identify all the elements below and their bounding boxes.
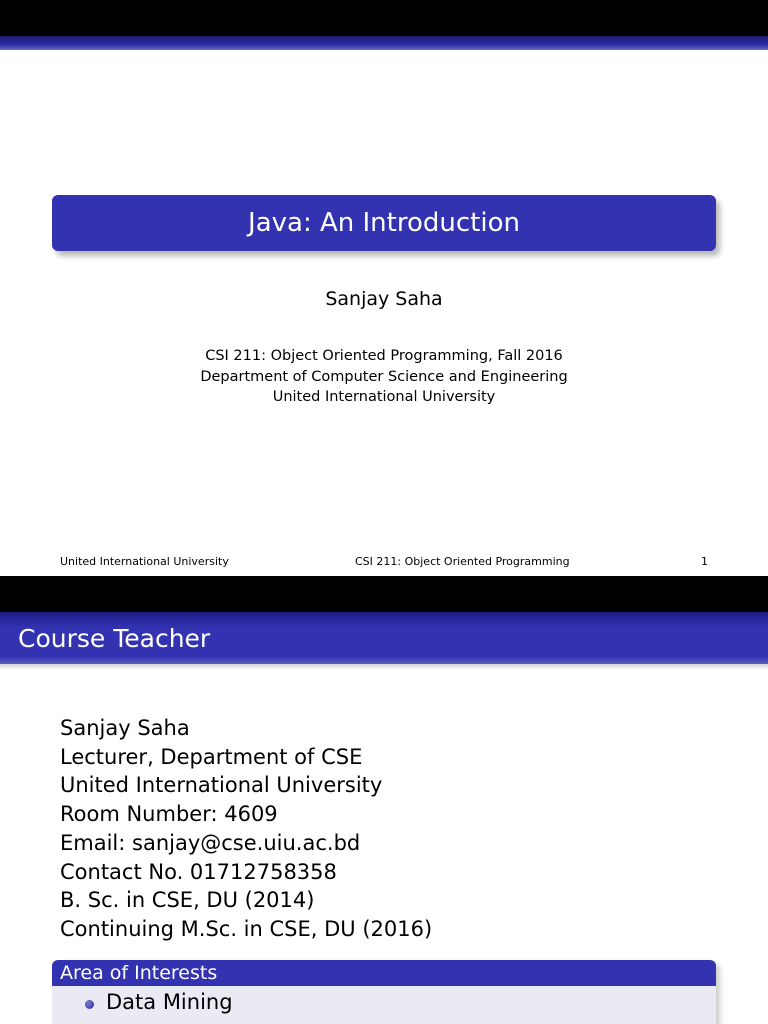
course-teacher-slide bbox=[0, 576, 768, 1024]
institute-line-department: Department of Computer Science and Engineering bbox=[200, 368, 568, 385]
frame-title: Course Teacher bbox=[18, 624, 211, 653]
interest-item-label: Data Mining bbox=[106, 990, 233, 1014]
slide-header-band bbox=[0, 36, 768, 50]
interests-block-body bbox=[52, 986, 716, 1024]
teacher-info bbox=[60, 714, 432, 944]
teacher-room: Room Number: 4609 bbox=[60, 802, 278, 827]
institute-info bbox=[0, 346, 768, 408]
frame-title-bar bbox=[0, 612, 768, 664]
teacher-contact: Contact No. 01712758358 bbox=[60, 859, 337, 884]
list-item bbox=[84, 990, 233, 1014]
institute-line-course: CSI 211: Object Oriented Programming, Fall 2016 bbox=[205, 348, 563, 364]
footer-institution: United International University bbox=[60, 555, 229, 568]
teacher-bsc: B. Sc. in CSE, DU (2014) bbox=[60, 888, 315, 913]
footer-course: CSI 211: Object Oriented Programming bbox=[355, 555, 570, 568]
teacher-email: Email: sanjay@cse.uiu.ac.bd bbox=[60, 830, 361, 855]
slide-footer bbox=[0, 555, 768, 571]
teacher-university: United International University bbox=[60, 773, 383, 798]
slide-top-bar bbox=[0, 0, 768, 36]
institute-line-university: United International University bbox=[272, 389, 496, 405]
interests-block bbox=[52, 960, 716, 1024]
slide-top-bar bbox=[0, 576, 768, 612]
presentation-title: Java: An Introduction bbox=[52, 195, 716, 251]
footer-page-number: 1 bbox=[701, 555, 708, 568]
author-name: Sanjay Saha bbox=[325, 288, 443, 310]
frame-title-shadow bbox=[0, 664, 768, 670]
teacher-name: Sanjay Saha bbox=[60, 716, 190, 740]
interests-block-heading: Area of Interests bbox=[52, 960, 716, 986]
teacher-msc: Continuing M.Sc. in CSE, DU (2016) bbox=[60, 916, 433, 941]
teacher-position: Lecturer, Department of CSE bbox=[60, 744, 363, 769]
